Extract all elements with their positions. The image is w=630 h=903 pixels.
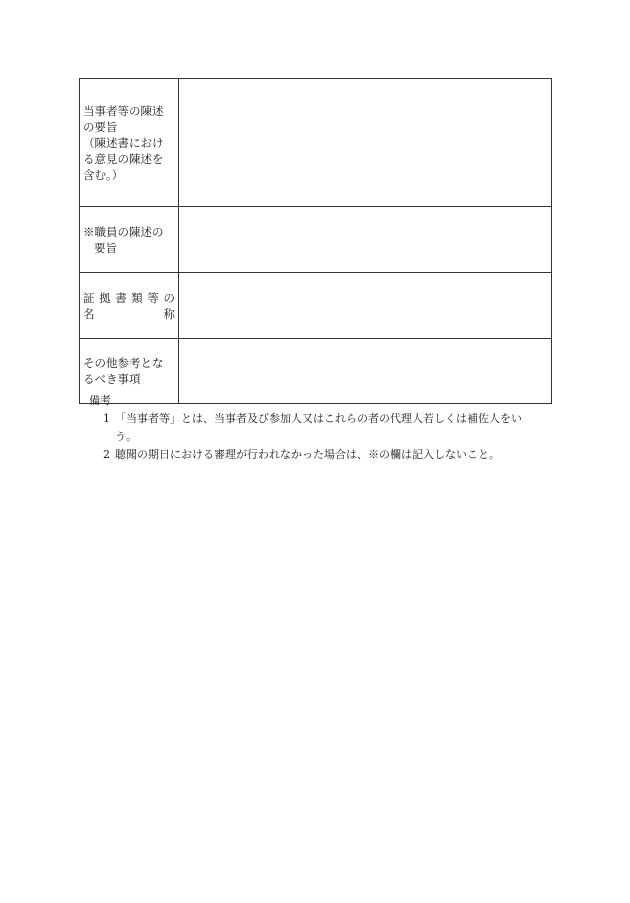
- notes-section: [79, 392, 559, 464]
- note-item: [79, 410, 559, 446]
- table-row-staff-statement: [80, 207, 552, 273]
- label-line: 含む。）: [83, 167, 124, 182]
- evidence-documents-label: [80, 273, 179, 339]
- label-char: 書: [115, 290, 127, 305]
- note-text-line: 「当事者等」とは、当事者及び参加人又はこれらの者の代理人若しくは補佐人をい: [115, 412, 522, 425]
- note-number: 2: [103, 448, 110, 461]
- label-line: （陳述書におけ: [83, 135, 164, 150]
- staff-statement-label: [80, 207, 179, 273]
- label-line: るべき事項: [83, 372, 141, 386]
- label-line: その他参考とな: [83, 356, 164, 370]
- label-line: 要旨: [94, 240, 117, 255]
- note-text: [115, 410, 559, 446]
- label-line: ※職員の陳述の: [83, 224, 164, 239]
- label-line: [83, 306, 175, 322]
- label-char: 証: [83, 290, 95, 305]
- label-char: 称: [163, 306, 175, 321]
- label-line: [83, 290, 175, 306]
- label-char: の: [163, 290, 175, 305]
- table-row-evidence-documents: [80, 273, 552, 339]
- note-text-line: う。: [115, 430, 137, 443]
- note-number: 1: [103, 412, 110, 425]
- note-item: [79, 446, 559, 464]
- label-char: 等: [147, 290, 159, 305]
- label-line: 当事者等の陳述: [83, 103, 164, 118]
- evidence-documents-field[interactable]: [179, 273, 552, 339]
- label-char: 名: [83, 306, 95, 321]
- hearing-record-table: [79, 78, 552, 404]
- label-char: 拠: [99, 290, 111, 305]
- party-statement-label: [80, 79, 179, 207]
- label-line: の要旨: [83, 119, 118, 134]
- table-row-party-statement: [80, 79, 552, 207]
- note-text: [115, 446, 559, 464]
- notes-title: 備考: [89, 394, 111, 407]
- party-statement-field[interactable]: [179, 79, 552, 207]
- label-line: る意見の陳述を: [83, 151, 164, 166]
- note-text-line: 聴聞の期日における審理が行われなかった場合は、※の欄は記入しないこと。: [115, 448, 500, 461]
- staff-statement-field[interactable]: [179, 207, 552, 273]
- label-char: 類: [131, 290, 143, 305]
